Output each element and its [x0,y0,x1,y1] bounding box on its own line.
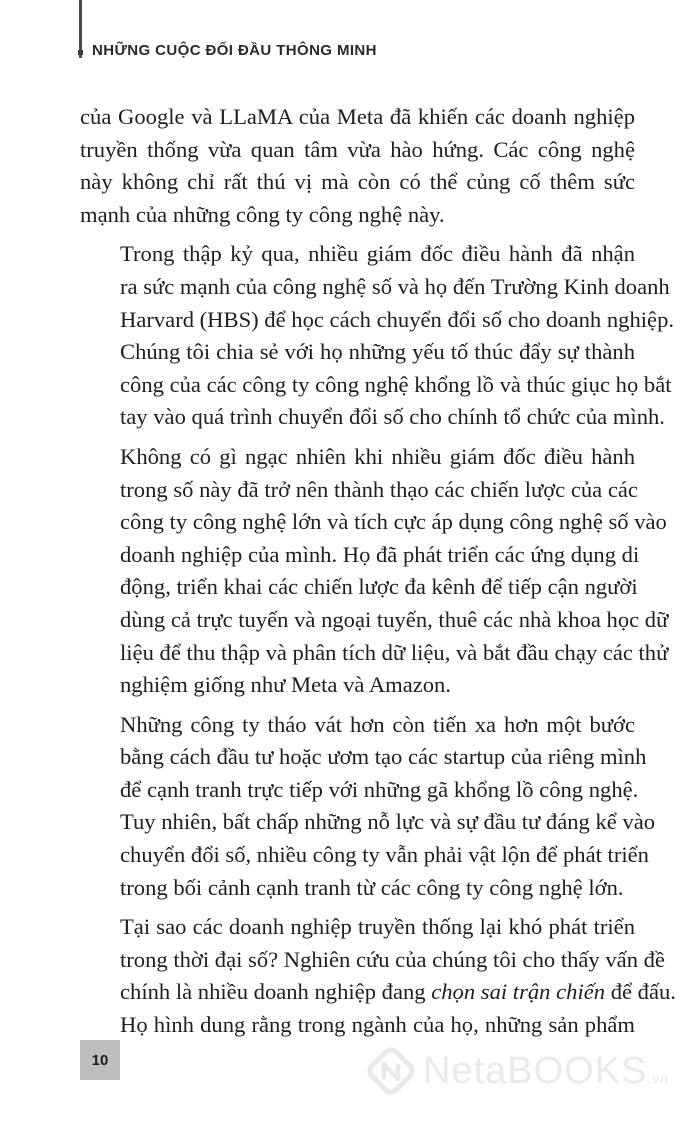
text-line: Tuy nhiên, bất chấp những nỗ lực và sự đầu tư đáng kể vào [120,809,656,835]
header-bullet [78,50,83,55]
text-segment: để đấu. [605,979,676,1005]
text-line: Chúng tôi chia sẻ với họ những yếu tố thúc đẩy sự thành [120,339,635,365]
text-line: trong thời đại số? Nghiên cứu của chúng tôi cho thấy vấn đề [120,946,665,972]
text-line: này không chỉ rất thú vị mà còn có thể củng cố thêm sức [80,169,635,195]
text-line: công ty công nghệ lớn và tích cực áp dụng công nghệ số vào [120,509,667,535]
body-text [80,101,676,1049]
netabooks-logo-icon [365,1045,417,1097]
watermark-suffix: .vn [647,1069,670,1086]
text-line: Những công ty tháo vát hơn còn tiến xa hơn một bước [120,711,635,737]
text-line: tay vào quá trình chuyển đổi số cho chính tổ chức của mình. [120,404,665,430]
text-line: nghiệm giống như Meta và Amazon. [120,672,452,698]
watermark [365,1045,669,1097]
text-line [80,976,676,1009]
emphasis-text: chọn sai trận chiến [431,979,606,1005]
text-line: doanh nghiệp của mình. Họ đã phát triển các ứng dụng di [120,541,640,567]
text-line: động, triển khai các chiến lược đa kênh để tiếp cận người [120,574,638,600]
paragraph-3 [80,441,669,702]
running-header: NHỮNG CUỘC ĐỐI ĐẦU THÔNG MINH [92,42,377,59]
text-line: trong bối cảnh cạnh tranh từ các công ty công nghệ lớn. [120,874,624,900]
text-line: mạnh của những công ty công nghệ này. [80,201,445,227]
text-line: công của các công ty công nghệ khổng lồ và thúc giục họ bắt [120,371,672,397]
text-line: dùng cả trực tuyến và ngoại tuyến, thuê các nhà khoa học dữ [120,606,669,632]
paragraph-4 [80,709,656,905]
text-line: để cạnh tranh trực tiếp với những gã khổng lồ công nghệ. [120,776,639,802]
text-segment: chính là nhiều doanh nghiệp đang [120,979,432,1005]
text-line: ra sức mạnh của công nghệ số và họ đến Trường Kinh doanh [120,273,670,299]
watermark-brand: NetaBOOKS [423,1049,648,1092]
text-line: chuyển đổi số, nhiều công ty vẫn phải vật lộn để phát triển [120,842,649,868]
text-line: của Google và LLaMA của Meta đã khiến các doanh nghiệp [80,104,635,129]
text-line: Tại sao các doanh nghiệp truyền thống lại khó phát triển [120,914,635,940]
text-line: truyền thống vừa quan tâm vừa hào hứng. Các công nghệ [80,136,635,162]
text-line: liệu để thu thập và phân tích dữ liệu, và bắt đầu chạy các thử [120,639,669,665]
paragraph-1 [80,101,635,231]
paragraph-5 [80,911,676,1041]
page-number-box [80,1040,120,1080]
page-number: 10 [91,1051,109,1069]
paragraph-2 [80,238,675,434]
text-line: bằng cách đầu tư hoặc ươm tạo các startup của riêng mình [120,744,647,770]
text-line: trong số này đã trở nên thành thạo các chiến lược của các [120,476,638,502]
text-line: Trong thập kỷ qua, nhiều giám đốc điều hành đã nhận [120,241,635,267]
text-line: Họ hình dung rằng trong ngành của họ, những sản phẩm [120,1012,635,1038]
text-line: Harvard (HBS) để học cách chuyển đổi số cho doanh nghiệp. [120,306,675,332]
watermark-text [423,1050,669,1093]
text-line: Không có gì ngạc nhiên khi nhiều giám đốc điều hành [120,443,635,469]
